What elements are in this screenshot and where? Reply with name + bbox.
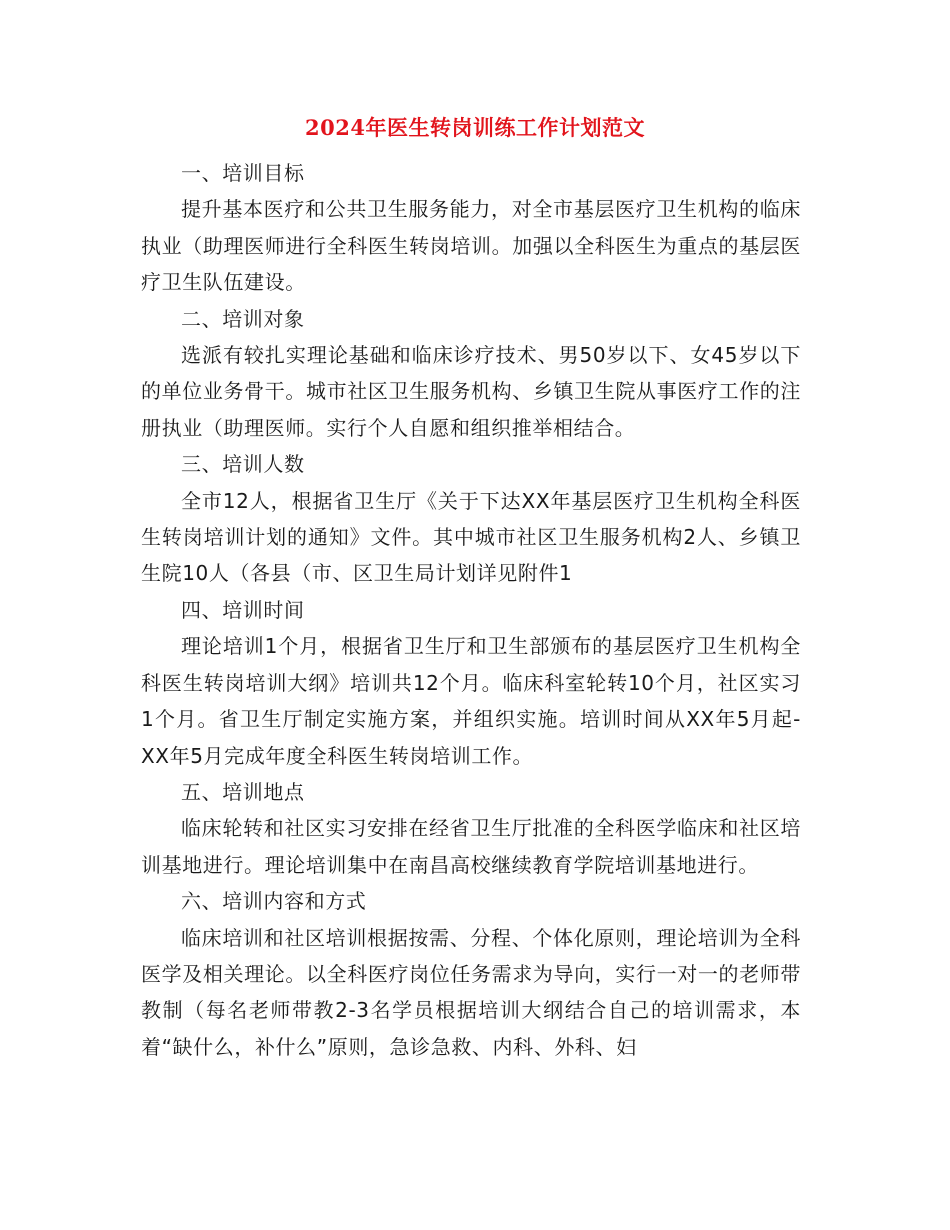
section-heading-target: 二、培训对象 — [181, 306, 305, 331]
document-body — [141, 155, 801, 1065]
section-heading-content: 六、培训内容和方式 — [181, 889, 367, 914]
paragraph-location: 临床轮转和社区实习安排在经省卫生厅批准的全科医学临床和社区培训基地进行。理论培训集中在南昌高校继续教育学院培训基地进行。 — [141, 816, 801, 877]
section-heading-time: 四、培训时间 — [181, 597, 305, 622]
section-heading-goal: 一、培训目标 — [181, 161, 305, 185]
document-title: 2024年医生转岗训练工作计划范文 — [305, 115, 645, 140]
paragraph-goal: 提升基本医疗和公共卫生服务能力，对全市基层医疗卫生机构的临床执业（助理医师进行全科医生转岗培训。加强以全科医生为重点的基层医疗卫生队伍建设。 — [141, 197, 801, 295]
paragraph-target: 选派有较扎实理论基础和临床诊疗技术、男50岁以下、女45岁以下的单位业务骨干。城市社区卫生服务机构、乡镇卫生院从事医疗工作的注册执业（助理医师。实行个人自愿和组织推举相结合。 — [141, 343, 801, 440]
section-heading-count: 三、培训人数 — [181, 452, 305, 477]
paragraph-count: 全市12人，根据省卫生厅《关于下达XX年基层医疗卫生机构全科医生转岗培训计划的通知》文件。其中城市社区卫生服务机构2人、乡镇卫生院10人（各县（市、区卫生局计划详见附件1 — [141, 488, 801, 586]
paragraph-content: 临床培训和社区培训根据按需、分程、个体化原则，理论培训为全科医学及相关理论。以全科医疗岗位任务需求为导向，实行一对一的老师带教制（每名老师带教2-3名学员根据培训大纲结合自己的培训需求，本着“缺什么，补什么”原则，急诊急救、内科、外科、妇 — [141, 925, 801, 1059]
paragraph-time: 理论培训1个月，根据省卫生厅和卫生部颁布的基层医疗卫生机构全科医生转岗培训大纲》培训共12个月。临床科室轮转10个月，社区实习1个月。省卫生厅制定实施方案，并组织实施。培训时间从XX年5月起-XX年5月完成年度全科医生转岗培训工作。 — [141, 634, 801, 768]
section-heading-location: 五、培训地点 — [181, 779, 305, 804]
